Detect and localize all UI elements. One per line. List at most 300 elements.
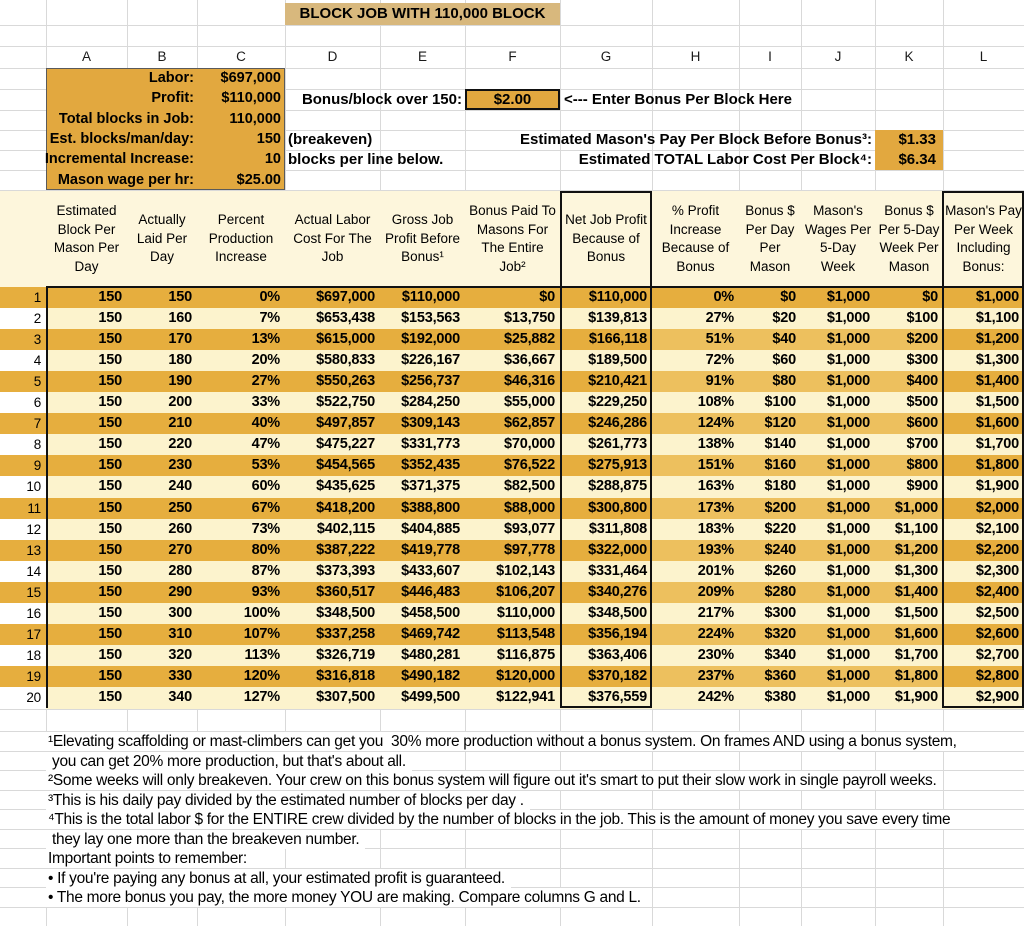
table-data-cell[interactable]: 0% (652, 287, 739, 309)
table-data-cell[interactable]: $446,483 (380, 582, 465, 604)
table-data-cell[interactable]: $322,000 (560, 540, 652, 562)
table-data-cell[interactable]: 150 (46, 582, 127, 604)
table-data-cell[interactable]: $499,500 (380, 687, 465, 709)
table-data-cell[interactable]: $309,143 (380, 413, 465, 435)
table-data-cell[interactable]: $70,000 (465, 434, 560, 456)
table-data-cell[interactable]: 120% (197, 666, 285, 688)
table-data-cell[interactable]: $113,548 (465, 624, 560, 646)
table-column-header[interactable]: Bonus $ Per 5-Day Week Per Mason (875, 191, 943, 287)
table-data-cell[interactable]: $288,875 (560, 476, 652, 498)
table-data-cell[interactable]: $1,000 (801, 666, 875, 688)
table-data-cell[interactable]: $300 (739, 603, 801, 625)
table-data-cell[interactable]: 67% (197, 498, 285, 520)
table-data-cell[interactable]: 160 (127, 308, 197, 330)
table-data-cell[interactable]: $46,316 (465, 371, 560, 393)
table-data-cell[interactable]: 224% (652, 624, 739, 646)
column-header-B[interactable]: B (157, 49, 167, 64)
table-data-cell[interactable]: $62,857 (465, 413, 560, 435)
column-header-G[interactable]: G (600, 49, 612, 64)
table-data-cell[interactable]: $1,000 (801, 519, 875, 541)
table-data-cell[interactable]: 51% (652, 329, 739, 351)
table-data-cell[interactable]: 310 (127, 624, 197, 646)
table-data-cell[interactable]: $1,000 (943, 287, 1024, 309)
row-number-cell[interactable]: 5 (0, 371, 46, 393)
table-data-cell[interactable]: $363,406 (560, 645, 652, 667)
table-data-cell[interactable]: 150 (46, 392, 127, 414)
table-data-cell[interactable]: $1,200 (875, 540, 943, 562)
column-header-C[interactable]: C (236, 49, 246, 64)
table-data-cell[interactable]: $419,778 (380, 540, 465, 562)
row-number-cell[interactable]: 18 (0, 645, 46, 667)
row-number-cell[interactable]: 6 (0, 392, 46, 414)
table-data-cell[interactable]: $55,000 (465, 392, 560, 414)
row-number-cell[interactable]: 19 (0, 666, 46, 688)
table-data-cell[interactable]: $60 (739, 350, 801, 372)
table-data-cell[interactable]: 150 (46, 561, 127, 583)
table-data-cell[interactable]: 260 (127, 519, 197, 541)
table-data-cell[interactable]: $497,857 (285, 413, 380, 435)
table-data-cell[interactable]: $2,000 (943, 498, 1024, 520)
table-column-header[interactable]: Bonus Paid To Masons For The Entire Job² (465, 191, 560, 287)
table-data-cell[interactable]: 150 (46, 455, 127, 477)
table-data-cell[interactable]: 107% (197, 624, 285, 646)
table-data-cell[interactable]: $371,375 (380, 476, 465, 498)
row-number-cell[interactable]: 11 (0, 498, 46, 520)
table-data-cell[interactable]: 340 (127, 687, 197, 709)
pay-per-block-value-cell[interactable]: $1.33 (875, 130, 943, 150)
table-data-cell[interactable]: 150 (46, 308, 127, 330)
row-number-cell[interactable]: 8 (0, 434, 46, 456)
table-data-cell[interactable]: $469,742 (380, 624, 465, 646)
table-data-cell[interactable]: $200 (875, 329, 943, 351)
table-data-cell[interactable]: 217% (652, 603, 739, 625)
table-data-cell[interactable]: 27% (197, 371, 285, 393)
table-data-cell[interactable]: $900 (875, 476, 943, 498)
table-data-cell[interactable]: 53% (197, 455, 285, 477)
labor-cost-per-block-value-cell[interactable]: $6.34 (875, 150, 943, 170)
table-data-cell[interactable]: $120,000 (465, 666, 560, 688)
table-data-cell[interactable]: $36,667 (465, 350, 560, 372)
table-data-cell[interactable]: 93% (197, 582, 285, 604)
table-data-cell[interactable]: $522,750 (285, 392, 380, 414)
table-data-cell[interactable]: 100% (197, 603, 285, 625)
table-data-cell[interactable]: $1,000 (801, 603, 875, 625)
table-data-cell[interactable]: 183% (652, 519, 739, 541)
table-data-cell[interactable]: $402,115 (285, 519, 380, 541)
table-data-cell[interactable]: 240 (127, 476, 197, 498)
table-data-cell[interactable]: $160 (739, 455, 801, 477)
column-header-H[interactable]: H (690, 49, 701, 64)
table-data-cell[interactable]: $93,077 (465, 519, 560, 541)
table-data-cell[interactable]: $1,000 (801, 476, 875, 498)
table-data-cell[interactable]: $1,800 (875, 666, 943, 688)
table-column-header[interactable]: Mason's Pay Per Week Including Bonus: (943, 191, 1024, 287)
table-data-cell[interactable]: $229,250 (560, 392, 652, 414)
table-data-cell[interactable]: $352,435 (380, 455, 465, 477)
table-data-cell[interactable]: 270 (127, 540, 197, 562)
column-header-J[interactable]: J (834, 49, 842, 64)
table-data-cell[interactable]: $2,700 (943, 645, 1024, 667)
info-label: Labor: (148, 70, 194, 86)
table-data-cell[interactable]: $2,900 (943, 687, 1024, 709)
table-data-cell[interactable]: $1,500 (875, 603, 943, 625)
table-data-cell[interactable]: $348,500 (560, 603, 652, 625)
table-data-cell[interactable]: $356,194 (560, 624, 652, 646)
table-data-cell[interactable]: $1,100 (875, 519, 943, 541)
table-data-cell[interactable]: 150 (46, 666, 127, 688)
table-data-cell[interactable]: 150 (46, 624, 127, 646)
row-number-cell[interactable]: 17 (0, 624, 46, 646)
table-data-cell[interactable]: 20% (197, 350, 285, 372)
table-data-cell[interactable]: $2,800 (943, 666, 1024, 688)
table-data-cell[interactable]: $106,207 (465, 582, 560, 604)
column-header-F[interactable]: F (508, 49, 517, 64)
table-data-cell[interactable]: $1,000 (801, 392, 875, 414)
table-data-cell[interactable]: $100 (739, 392, 801, 414)
info-label: Profit: (151, 90, 194, 107)
table-data-cell[interactable]: $2,500 (943, 603, 1024, 625)
table-data-cell[interactable]: $388,800 (380, 498, 465, 520)
table-data-cell[interactable]: $700 (875, 434, 943, 456)
column-header-L[interactable]: L (979, 49, 988, 64)
column-header-E[interactable]: E (417, 49, 427, 64)
table-data-cell[interactable]: $2,300 (943, 561, 1024, 583)
table-data-cell[interactable]: $2,200 (943, 540, 1024, 562)
labor-cost-per-block-label: Estimated TOTAL Labor Cost Per Block⁴: (578, 151, 872, 168)
table-data-cell[interactable]: $2,600 (943, 624, 1024, 646)
table-data-cell[interactable]: 150 (46, 434, 127, 456)
table-data-cell[interactable]: $300,800 (560, 498, 652, 520)
table-data-cell[interactable]: $189,500 (560, 350, 652, 372)
table-data-cell[interactable]: $316,818 (285, 666, 380, 688)
table-data-cell[interactable]: $1,000 (801, 498, 875, 520)
table-data-cell[interactable]: $1,300 (943, 350, 1024, 372)
table-data-cell[interactable]: $433,607 (380, 561, 465, 583)
table-data-cell[interactable]: $13,750 (465, 308, 560, 330)
table-data-cell[interactable]: $373,393 (285, 561, 380, 583)
table-data-cell[interactable]: $0 (739, 287, 801, 309)
row-number-cell[interactable]: 9 (0, 455, 46, 477)
table-column-header[interactable]: Estimated Block Per Mason Per Day (46, 191, 127, 287)
table-data-cell[interactable]: 193% (652, 540, 739, 562)
table-data-cell[interactable]: $1,900 (943, 476, 1024, 498)
table-data-cell[interactable]: 150 (46, 287, 127, 309)
table-data-cell[interactable]: 173% (652, 498, 739, 520)
table-data-cell[interactable]: 108% (652, 392, 739, 414)
table-data-cell[interactable]: $435,625 (285, 476, 380, 498)
table-data-cell[interactable]: $180 (739, 476, 801, 498)
table-data-cell[interactable]: 40% (197, 413, 285, 435)
row-number-cell[interactable]: 16 (0, 603, 46, 625)
info-value-cell[interactable]: 110,000 (229, 110, 281, 127)
table-column-header[interactable]: Percent Production Increase (197, 191, 285, 287)
table-data-cell[interactable]: $100 (875, 308, 943, 330)
table-data-cell[interactable]: $80 (739, 371, 801, 393)
table-data-cell[interactable]: 210 (127, 413, 197, 435)
info-value-cell[interactable]: $697,000 (220, 70, 281, 86)
table-column-header[interactable]: Actually Laid Per Day (127, 191, 197, 287)
table-data-cell[interactable]: $192,000 (380, 329, 465, 351)
table-data-cell[interactable]: 124% (652, 413, 739, 435)
table-data-cell[interactable]: $1,000 (801, 413, 875, 435)
row-number-cell[interactable]: 1 (0, 287, 46, 309)
column-header-A[interactable]: A (81, 49, 91, 64)
table-data-cell[interactable]: $360,517 (285, 582, 380, 604)
table-data-cell[interactable]: $1,000 (801, 561, 875, 583)
table-data-cell[interactable]: $1,000 (801, 287, 875, 309)
table-data-cell[interactable]: $1,500 (943, 392, 1024, 414)
table-data-cell[interactable]: 7% (197, 308, 285, 330)
table-data-cell[interactable]: $300 (875, 350, 943, 372)
row-number-cell[interactable]: 4 (0, 350, 46, 372)
table-data-cell[interactable]: 150 (46, 350, 127, 372)
table-data-cell[interactable]: 290 (127, 582, 197, 604)
table-data-cell[interactable]: $337,258 (285, 624, 380, 646)
table-data-cell[interactable]: 150 (46, 498, 127, 520)
table-data-cell[interactable]: $76,522 (465, 455, 560, 477)
table-data-cell[interactable]: 60% (197, 476, 285, 498)
row-number-cell[interactable]: 10 (0, 476, 46, 498)
table-data-cell[interactable]: $1,400 (875, 582, 943, 604)
table-top-border (46, 286, 1024, 288)
row-number-cell[interactable]: 2 (0, 308, 46, 330)
table-data-cell[interactable]: $97,778 (465, 540, 560, 562)
table-data-cell[interactable]: $326,719 (285, 645, 380, 667)
table-data-cell[interactable]: $1,000 (801, 350, 875, 372)
row-number-cell[interactable]: 12 (0, 519, 46, 541)
table-data-cell[interactable]: $1,200 (943, 329, 1024, 351)
table-data-cell[interactable]: 113% (197, 645, 285, 667)
table-data-cell[interactable]: $1,700 (875, 645, 943, 667)
table-data-cell[interactable]: $110,000 (380, 287, 465, 309)
table-data-cell[interactable]: $331,464 (560, 561, 652, 583)
table-data-cell[interactable]: 73% (197, 519, 285, 541)
table-data-cell[interactable]: 320 (127, 645, 197, 667)
table-data-cell[interactable]: 330 (127, 666, 197, 688)
table-data-cell[interactable]: $1,000 (801, 645, 875, 667)
table-data-cell[interactable]: $139,813 (560, 308, 652, 330)
table-data-cell[interactable]: $1,000 (801, 624, 875, 646)
table-data-cell[interactable]: $0 (875, 287, 943, 309)
table-data-cell[interactable]: $1,600 (875, 624, 943, 646)
table-data-cell[interactable]: $116,875 (465, 645, 560, 667)
table-data-cell[interactable]: $1,000 (801, 434, 875, 456)
table-column-header[interactable]: Mason's Wages Per 5-Day Week (801, 191, 875, 287)
row-number-cell[interactable]: 3 (0, 329, 46, 351)
table-data-cell[interactable]: $1,400 (943, 371, 1024, 393)
table-data-cell[interactable]: $458,500 (380, 603, 465, 625)
table-data-cell[interactable]: 250 (127, 498, 197, 520)
table-data-cell[interactable]: $40 (739, 329, 801, 351)
table-data-cell[interactable]: $275,913 (560, 455, 652, 477)
table-data-cell[interactable]: 150 (127, 287, 197, 309)
table-data-cell[interactable]: 230 (127, 455, 197, 477)
table-data-cell[interactable]: $480,281 (380, 645, 465, 667)
table-data-cell[interactable]: $340,276 (560, 582, 652, 604)
table-data-cell[interactable]: $1,000 (801, 371, 875, 393)
row-number-cell[interactable]: 20 (0, 687, 46, 709)
table-column-header[interactable]: Net Job Profit Because of Bonus (560, 191, 652, 287)
row-number-cell[interactable]: 14 (0, 561, 46, 583)
table-data-cell[interactable]: 91% (652, 371, 739, 393)
column-header-K[interactable]: K (904, 49, 914, 64)
table-data-cell[interactable]: 27% (652, 308, 739, 330)
table-data-cell[interactable]: 150 (46, 603, 127, 625)
table-data-cell[interactable]: $120 (739, 413, 801, 435)
table-data-cell[interactable]: $140 (739, 434, 801, 456)
table-data-cell[interactable]: $370,182 (560, 666, 652, 688)
table-data-cell[interactable]: $261,773 (560, 434, 652, 456)
table-data-cell[interactable]: $320 (739, 624, 801, 646)
table-data-cell[interactable]: $110,000 (560, 287, 652, 309)
table-data-cell[interactable]: 72% (652, 350, 739, 372)
table-data-cell[interactable]: $475,227 (285, 434, 380, 456)
table-data-cell[interactable]: $1,000 (801, 582, 875, 604)
table-data-cell[interactable]: $246,286 (560, 413, 652, 435)
table-data-cell[interactable]: $220 (739, 519, 801, 541)
table-data-cell[interactable]: 150 (46, 329, 127, 351)
table-data-cell[interactable]: 150 (46, 645, 127, 667)
table-data-cell[interactable]: $697,000 (285, 287, 380, 309)
table-column-header[interactable]: Actual Labor Cost For The Job (285, 191, 380, 287)
table-data-cell[interactable]: 242% (652, 687, 739, 709)
table-data-cell[interactable]: 300 (127, 603, 197, 625)
table-data-cell[interactable]: $454,565 (285, 455, 380, 477)
table-data-cell[interactable]: $1,300 (875, 561, 943, 583)
table-data-cell[interactable]: 0% (197, 287, 285, 309)
table-data-cell[interactable]: 150 (46, 687, 127, 709)
table-data-cell[interactable]: 150 (46, 371, 127, 393)
table-data-cell[interactable]: $800 (875, 455, 943, 477)
table-data-cell[interactable]: $102,143 (465, 561, 560, 583)
bonus-per-block-input-cell[interactable]: $2.00 (465, 89, 560, 110)
info-value-cell[interactable]: $110,000 (221, 90, 281, 107)
table-data-cell[interactable]: $256,737 (380, 371, 465, 393)
table-data-cell[interactable]: $1,800 (943, 455, 1024, 477)
table-data-cell[interactable]: 150 (46, 413, 127, 435)
table-data-cell[interactable]: $284,250 (380, 392, 465, 414)
table-data-cell[interactable]: 80% (197, 540, 285, 562)
table-data-cell[interactable]: $260 (739, 561, 801, 583)
table-data-cell[interactable]: $226,167 (380, 350, 465, 372)
table-data-cell[interactable]: $166,118 (560, 329, 652, 351)
table-data-cell[interactable]: $280 (739, 582, 801, 604)
table-data-cell[interactable]: $580,833 (285, 350, 380, 372)
table-data-cell[interactable]: $615,000 (285, 329, 380, 351)
table-data-cell[interactable]: 150 (46, 476, 127, 498)
table-data-cell[interactable]: $210,421 (560, 371, 652, 393)
table-data-cell[interactable]: $331,773 (380, 434, 465, 456)
table-data-cell[interactable]: $25,882 (465, 329, 560, 351)
table-data-cell[interactable]: $380 (739, 687, 801, 709)
table-data-cell[interactable]: $418,200 (285, 498, 380, 520)
table-data-cell[interactable]: 230% (652, 645, 739, 667)
table-data-cell[interactable]: 13% (197, 329, 285, 351)
column-header-D[interactable]: D (327, 49, 338, 64)
table-data-cell[interactable]: $311,808 (560, 519, 652, 541)
table-data-cell[interactable]: $360 (739, 666, 801, 688)
table-data-cell[interactable]: 87% (197, 561, 285, 583)
table-data-cell[interactable]: $340 (739, 645, 801, 667)
info-value-cell[interactable]: 150 (256, 131, 281, 148)
table-data-cell[interactable]: $82,500 (465, 476, 560, 498)
table-data-cell[interactable]: 280 (127, 561, 197, 583)
table-data-cell[interactable]: $653,438 (285, 308, 380, 330)
table-data-cell[interactable]: 201% (652, 561, 739, 583)
table-data-cell[interactable]: $376,559 (560, 687, 652, 709)
table-data-cell[interactable]: 33% (197, 392, 285, 414)
table-data-cell[interactable]: 209% (652, 582, 739, 604)
table-column-header[interactable]: % Profit Increase Because of Bonus (652, 191, 739, 287)
table-data-cell[interactable]: $1,000 (801, 455, 875, 477)
table-data-cell[interactable]: $240 (739, 540, 801, 562)
row-number-cell[interactable]: 13 (0, 540, 46, 562)
table-data-cell[interactable]: $387,222 (285, 540, 380, 562)
table-data-cell[interactable]: $1,100 (943, 308, 1024, 330)
table-data-cell[interactable]: $122,941 (465, 687, 560, 709)
column-header-I[interactable]: I (768, 49, 772, 64)
table-data-cell[interactable]: $600 (875, 413, 943, 435)
table-data-cell[interactable]: $2,400 (943, 582, 1024, 604)
table-data-cell[interactable]: $550,263 (285, 371, 380, 393)
table-data-cell[interactable]: $88,000 (465, 498, 560, 520)
table-data-cell[interactable]: $1,000 (875, 498, 943, 520)
table-data-cell[interactable]: $1,600 (943, 413, 1024, 435)
table-data-cell[interactable]: 190 (127, 371, 197, 393)
table-data-cell[interactable]: $307,500 (285, 687, 380, 709)
footnote-line: ³This is his daily pay divided by the estimated number of blocks per day . (46, 791, 530, 810)
table-data-cell[interactable]: 138% (652, 434, 739, 456)
table-data-cell[interactable]: $20 (739, 308, 801, 330)
table-data-cell[interactable]: $490,182 (380, 666, 465, 688)
table-data-cell[interactable]: 150 (46, 540, 127, 562)
table-data-cell[interactable]: 180 (127, 350, 197, 372)
table-data-cell[interactable]: 170 (127, 329, 197, 351)
table-column-header[interactable]: Bonus $ Per Day Per Mason (739, 191, 801, 287)
table-data-cell[interactable]: $110,000 (465, 603, 560, 625)
table-data-cell[interactable]: $0 (465, 287, 560, 309)
table-data-cell[interactable]: 150 (46, 519, 127, 541)
table-data-cell[interactable]: $1,900 (875, 687, 943, 709)
info-value-cell[interactable]: 10 (264, 151, 281, 168)
table-data-cell[interactable]: 127% (197, 687, 285, 709)
table-data-cell[interactable]: 237% (652, 666, 739, 688)
table-data-cell[interactable]: 47% (197, 434, 285, 456)
table-data-cell[interactable]: $404,885 (380, 519, 465, 541)
table-data-cell[interactable]: $200 (739, 498, 801, 520)
table-data-cell[interactable]: 220 (127, 434, 197, 456)
table-data-cell[interactable]: 163% (652, 476, 739, 498)
table-data-cell[interactable]: $1,700 (943, 434, 1024, 456)
table-data-cell[interactable]: 151% (652, 455, 739, 477)
table-data-cell[interactable]: $400 (875, 371, 943, 393)
table-data-cell[interactable]: $1,000 (801, 540, 875, 562)
row-number-cell[interactable]: 15 (0, 582, 46, 604)
table-data-cell[interactable]: $500 (875, 392, 943, 414)
table-data-cell[interactable]: 200 (127, 392, 197, 414)
table-data-cell[interactable]: $1,000 (801, 687, 875, 709)
table-data-cell[interactable]: $348,500 (285, 603, 380, 625)
table-column-header[interactable]: Gross Job Profit Before Bonus¹ (380, 191, 465, 287)
footnote-line: • If you're paying any bonus at all, your estimated profit is guaranteed. (46, 869, 511, 888)
row-number-cell[interactable]: 7 (0, 413, 46, 435)
table-data-cell[interactable]: $1,000 (801, 308, 875, 330)
table-data-cell[interactable]: $1,000 (801, 329, 875, 351)
bonus-per-block-label: Bonus/block over 150: (301, 91, 462, 108)
info-value-cell[interactable]: $25.00 (236, 171, 281, 188)
table-data-cell[interactable]: $2,100 (943, 519, 1024, 541)
table-data-cell[interactable]: $153,563 (380, 308, 465, 330)
